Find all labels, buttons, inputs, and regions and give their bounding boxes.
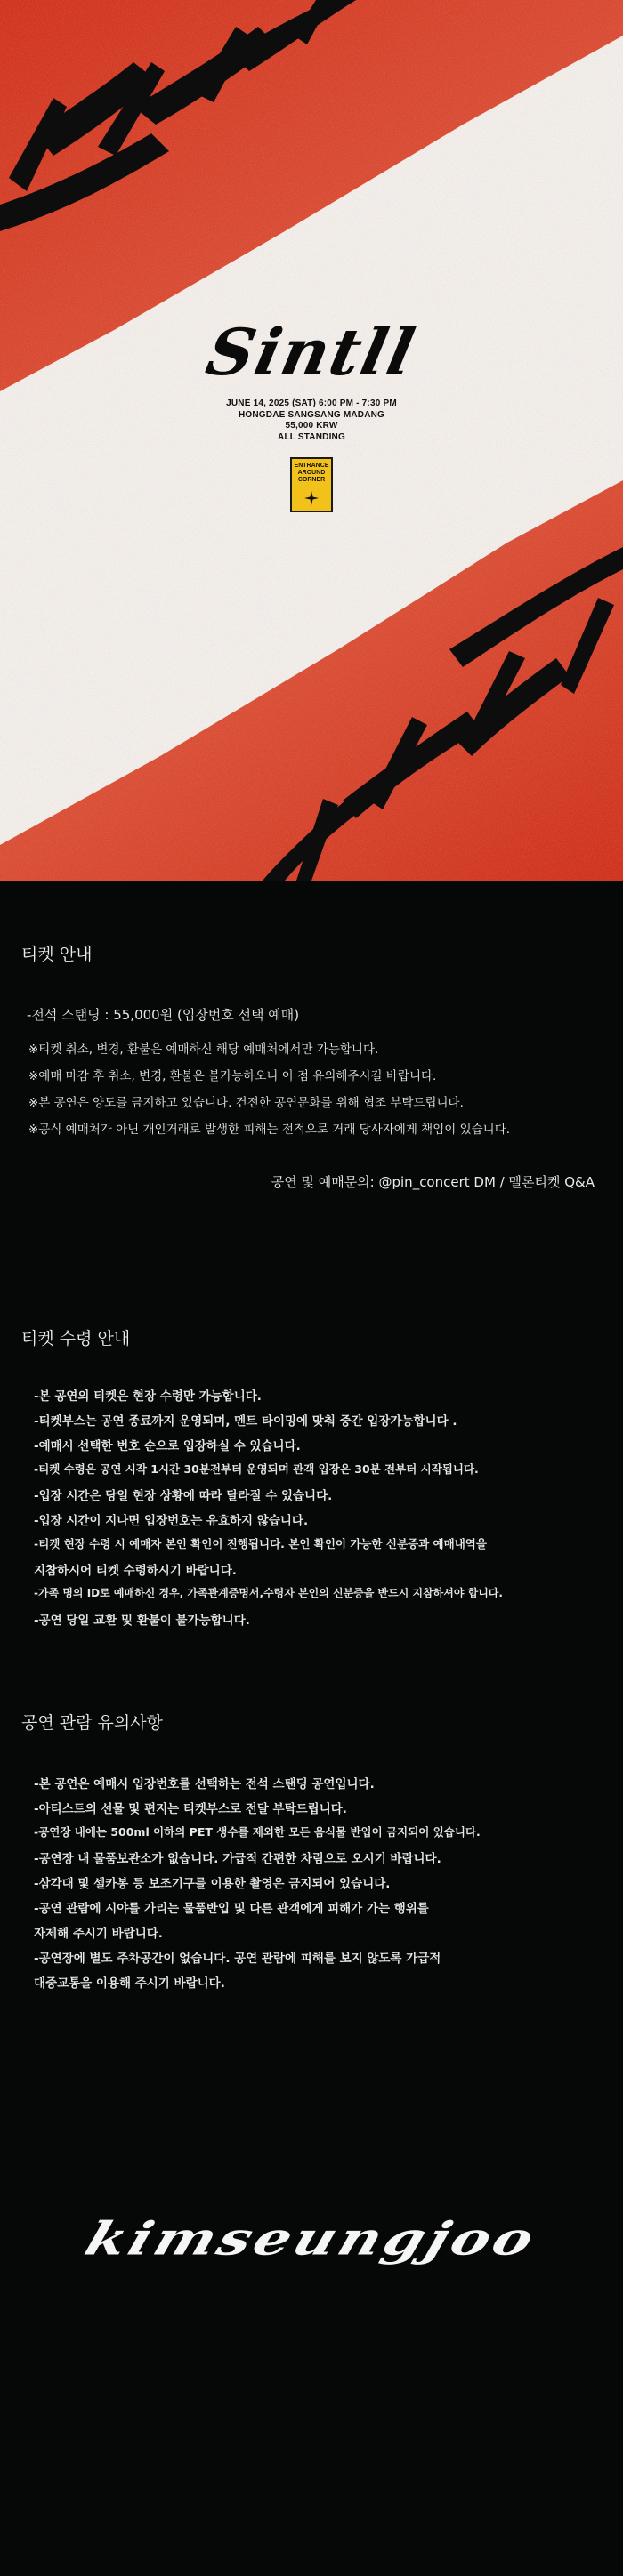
caution-line: 대중교통을 이용해 주시기 바랍니다. [34, 1976, 225, 1991]
badge-line-1: ENTRANCE [294, 463, 329, 469]
signature-text: kimseungjoo [78, 2212, 545, 2266]
pickup-line: -입장 시간은 당일 현장 상황에 따라 달라질 수 있습니다. [34, 1489, 333, 1503]
pickup-line: -공연 당일 교환 및 환불이 불가능합니다. [34, 1614, 250, 1628]
caution-line: -삼각대 및 셀카봉 등 보조기구를 이용한 촬영은 금지되어 있습니다. [34, 1877, 391, 1891]
ticket-note: ※티켓 취소, 변경, 환불은 예매하신 해당 예매처에서만 가능합니다. [28, 1042, 379, 1057]
pickup-line: -가족 명의 ID로 예매하신 경우, 가족관계증명서,수령자 본인의 신분증을 반드시 지참하셔야 합니다. [34, 1587, 503, 1599]
pickup-line: -티켓 현장 수령 시 예매자 본인 확인이 진행됩니다. 본인 확인이 가능한 신분증과 예매내역을 [34, 1537, 487, 1550]
ticket-note: ※본 공연은 양도를 금지하고 있습니다. 건전한 공연문화를 위해 협조 부탁드립니다. [28, 1096, 464, 1110]
concert-poster [0, 0, 623, 881]
caution-line: -공연장 내 물품보관소가 없습니다. 가급적 간편한 차림으로 오시기 바랍니다. [34, 1852, 441, 1866]
poster-info [0, 314, 623, 512]
badge-line-2: AROUND [297, 470, 326, 476]
caution-line: 자제해 주시기 바랍니다. [34, 1927, 163, 1941]
caution-line: -본 공연은 예매시 입장번호를 선택하는 전석 스탠딩 공연입니다. [34, 1777, 375, 1791]
event-date: JUNE 14, 2025 (SAT) 6:00 PM - 7:30 PM [226, 398, 397, 408]
ticket-price: -전석 스탠딩 : 55,000원 (입장번호 선택 예매) [27, 1007, 300, 1023]
ticket-pickup-title: 티켓 수령 안내 [21, 1329, 131, 1348]
caution-line: -공연장 내에는 500ml 이하의 PET 생수를 제외한 모든 음식물 반입이 금지되어 있습니다. [34, 1825, 481, 1839]
caution-line: -공연장에 별도 주차공간이 없습니다. 공연 관람에 피해를 보지 않도록 가급적 [34, 1952, 441, 1966]
cautions-title: 공연 관람 유의사항 [21, 1713, 163, 1733]
pickup-line: -티켓 수령은 공연 시작 1시간 30분전부터 운영되며 관객 입장은 30분 전부터 시작됩니다. [34, 1462, 479, 1476]
badge-line-3: CORNER [297, 477, 326, 483]
artist-signature-logo [0, 2206, 623, 2273]
pickup-line: -본 공연의 티켓은 현장 수령만 가능합니다. [34, 1389, 262, 1404]
event-details [0, 398, 623, 443]
ticket-note: ※예매 마감 후 취소, 변경, 환불은 불가능하오니 이 점 유의해주시길 바랍니다. [28, 1069, 437, 1083]
caution-line: -아티스트의 선물 및 편지는 티켓부스로 전달 부탁드립니다. [34, 1802, 347, 1816]
event-price: 55,000 KRW [285, 421, 338, 431]
entrance-badge [290, 457, 333, 512]
sparkle-icon [304, 491, 319, 505]
event-venue: HONGDAE SANGSANG MADANG [238, 409, 385, 420]
contact-info: 공연 및 예매문의: @pin_concert DM / 멜론티켓 Q&A [271, 1174, 595, 1190]
ticket-note: ※공식 예매처가 아닌 개인거래로 발생한 피해는 전적으로 거래 당사자에게 책임이 있습니다. [28, 1123, 511, 1137]
ticket-info-title: 티켓 안내 [21, 945, 93, 964]
band-logo: Sintll [200, 314, 423, 390]
event-seating: ALL STANDING [278, 431, 345, 442]
pickup-line: -입장 시간이 지나면 입장번호는 유효하지 않습니다. [34, 1514, 309, 1528]
caution-line: -공연 관람에 시야를 가리는 물품반입 및 다른 관객에게 피해가 가는 행위를 [34, 1902, 429, 1916]
pickup-line: -예매시 선택한 번호 순으로 입장하실 수 있습니다. [34, 1439, 301, 1453]
pickup-line: 지참하시어 티켓 수령하시기 바랍니다. [34, 1564, 237, 1578]
pickup-line: -티켓부스는 공연 종료까지 운영되며, 멘트 타이밍에 맞춰 중간 입장가능합니다 . [34, 1414, 457, 1429]
